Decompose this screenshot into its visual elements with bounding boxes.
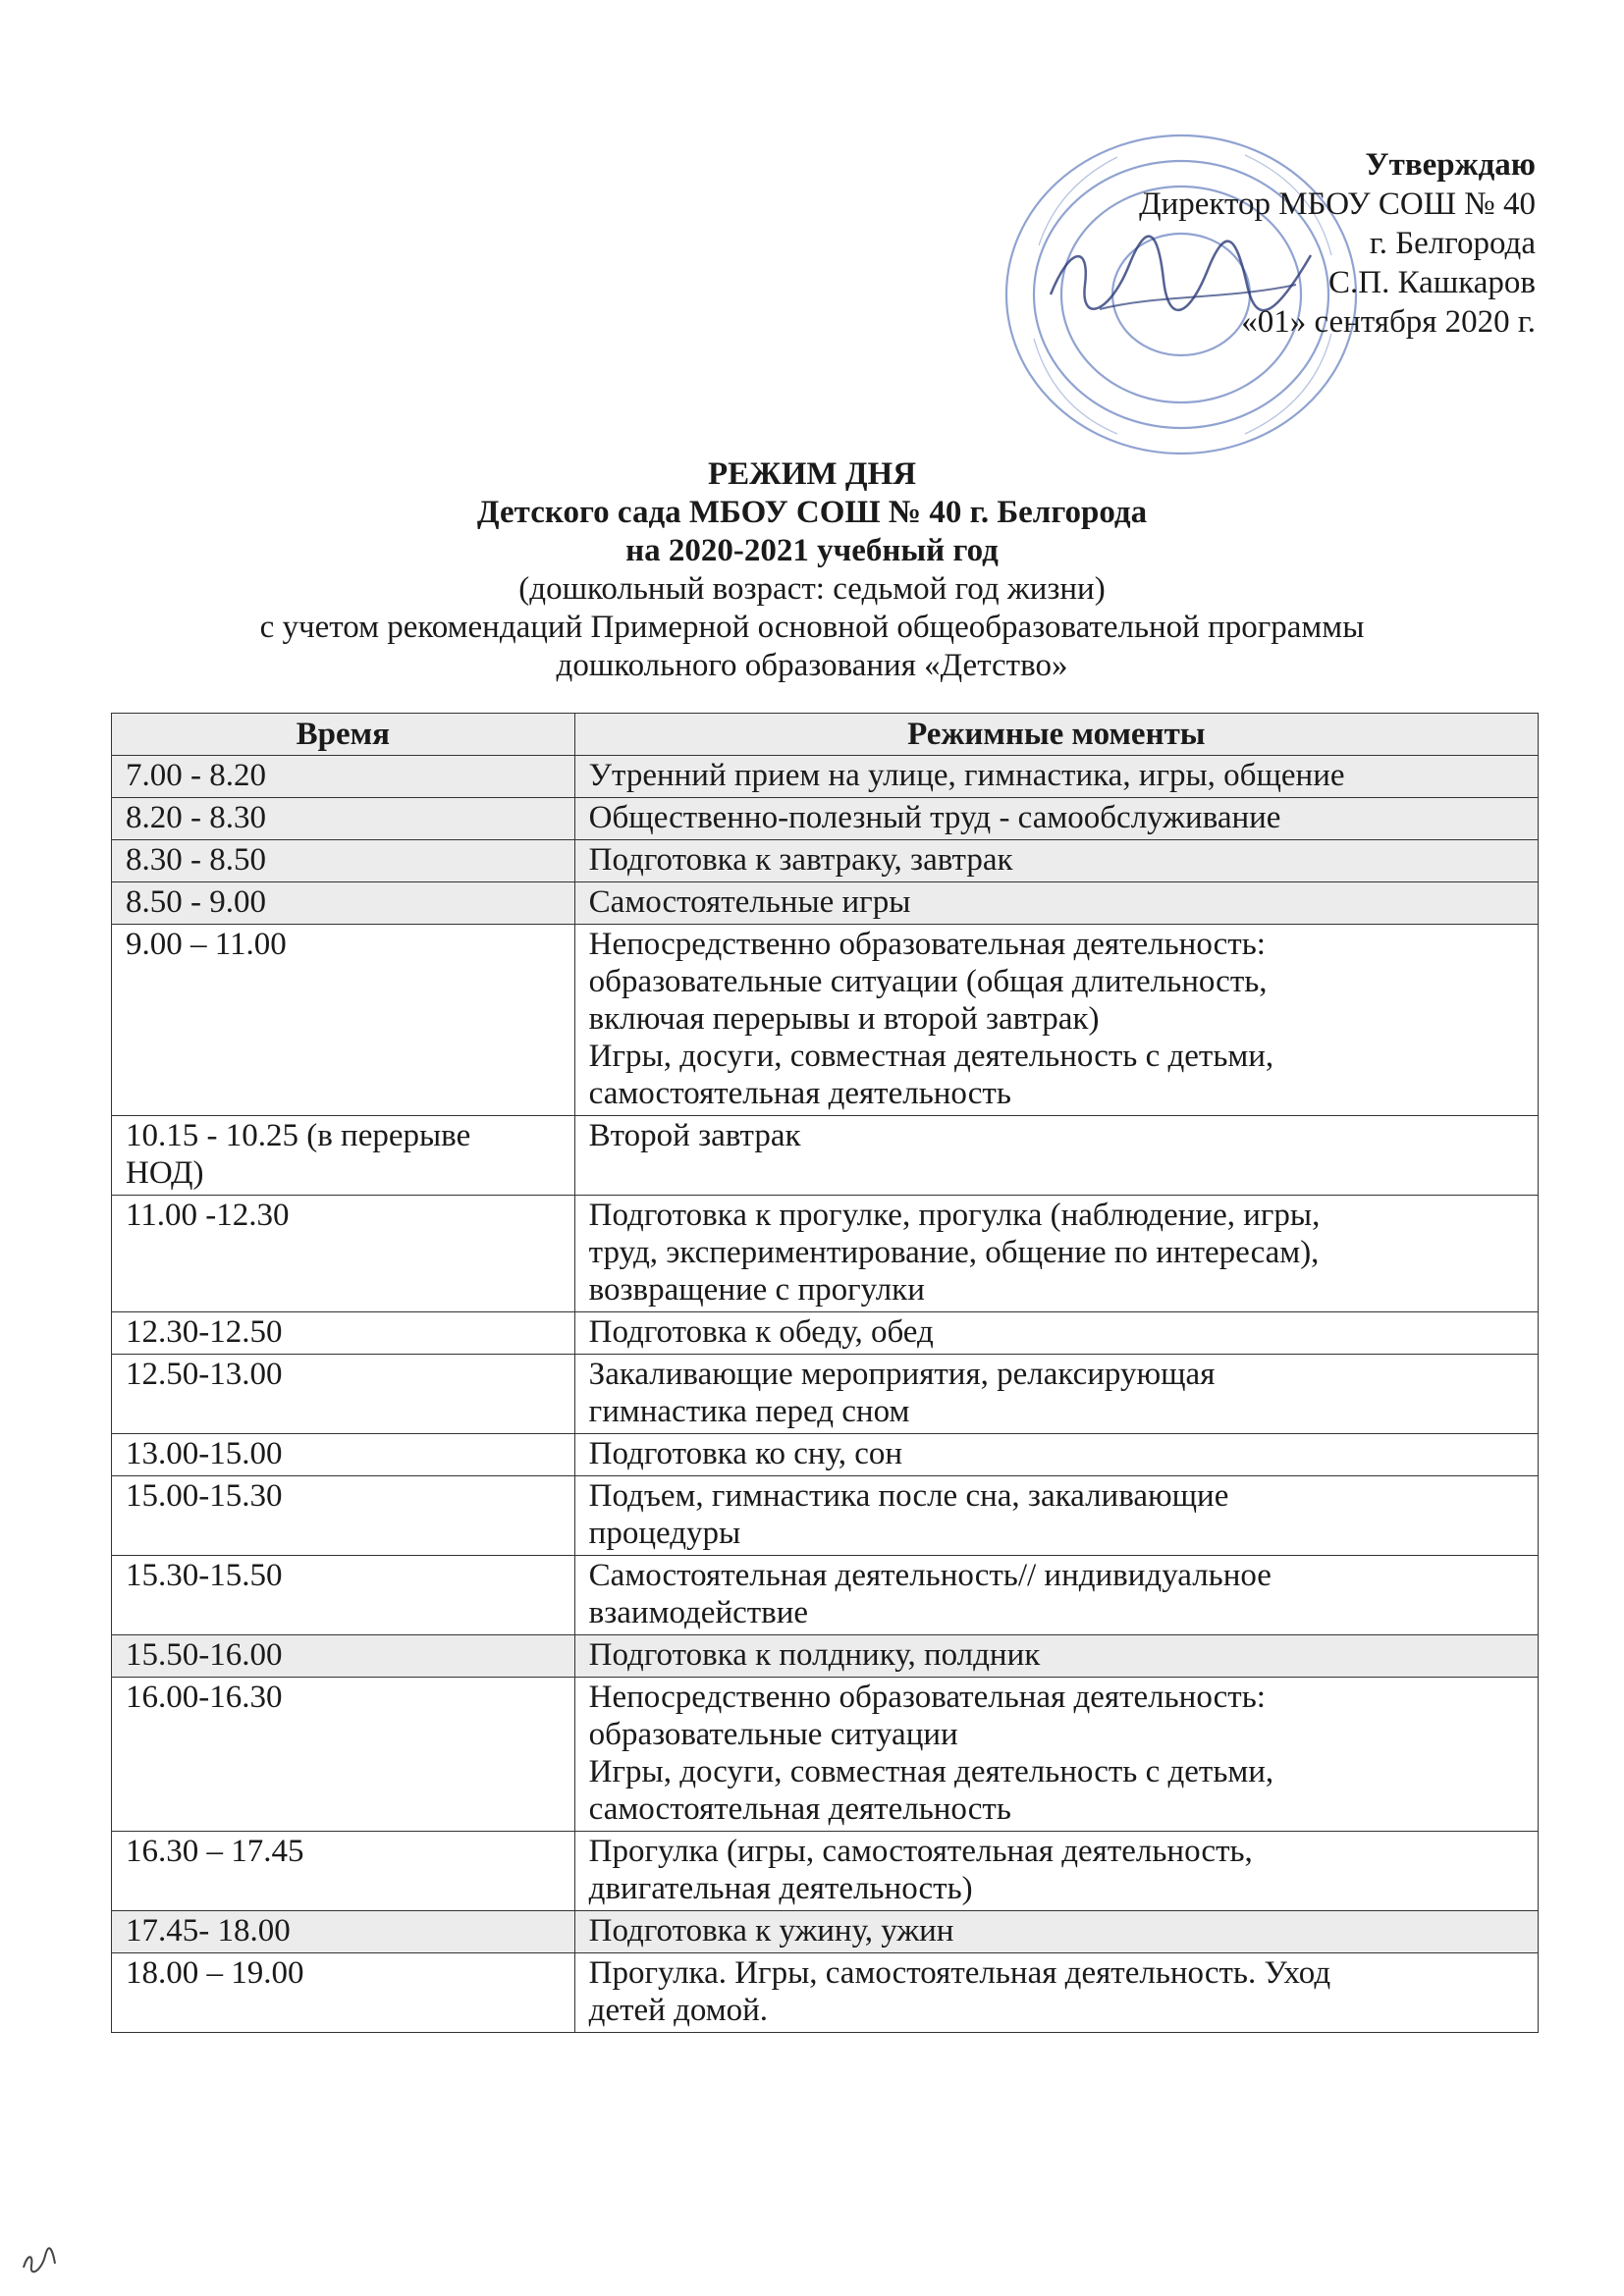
activity-text: самостоятельная деятельность bbox=[588, 1076, 1011, 1111]
time-text: 15.30-15.50 bbox=[126, 1558, 283, 1593]
activity-cell bbox=[574, 1556, 1538, 1635]
activity-cell bbox=[574, 1116, 1538, 1196]
document-year: на 2020-2021 учебный год bbox=[625, 533, 999, 568]
table-row bbox=[112, 882, 1539, 925]
document-heading bbox=[0, 455, 1624, 685]
time-cell bbox=[112, 1476, 575, 1556]
time-text: 12.50-13.00 bbox=[126, 1357, 283, 1392]
approval-name: С.П. Кашкаров bbox=[1328, 265, 1536, 300]
time-text: 8.20 - 8.30 bbox=[126, 800, 266, 835]
document-program-note: с учетом рекомендаций Примерной основной общеобразовательной программы bbox=[259, 610, 1365, 645]
activity-text: Непосредственно образовательная деятельность: bbox=[588, 927, 1266, 962]
activity-cell bbox=[574, 756, 1538, 798]
header-activity: Режимные моменты bbox=[574, 714, 1538, 756]
time-text: 16.00-16.30 bbox=[126, 1680, 283, 1715]
time-cell bbox=[112, 1355, 575, 1434]
time-cell bbox=[112, 1635, 575, 1678]
activity-text: Самостоятельная деятельность// индивидуальное bbox=[588, 1558, 1272, 1593]
activity-text: Второй завтрак bbox=[588, 1118, 801, 1153]
activity-cell bbox=[574, 1196, 1538, 1312]
activity-text: образовательные ситуации bbox=[588, 1717, 958, 1752]
activity-cell bbox=[574, 798, 1538, 840]
time-text: 11.00 -12.30 bbox=[126, 1198, 290, 1233]
time-text: 12.30-12.50 bbox=[126, 1314, 283, 1350]
time-cell bbox=[112, 1196, 575, 1312]
time-cell bbox=[112, 1832, 575, 1911]
time-cell bbox=[112, 798, 575, 840]
schedule-table bbox=[111, 713, 1539, 2033]
table-row bbox=[112, 1911, 1539, 1953]
table-row bbox=[112, 1196, 1539, 1312]
activity-text: Игры, досуги, совместная деятельность с детьми, bbox=[588, 1039, 1274, 1074]
table-row bbox=[112, 1116, 1539, 1196]
activity-text: Самостоятельные игры bbox=[588, 884, 911, 920]
time-text: 10.15 - 10.25 (в перерыве bbox=[126, 1118, 471, 1153]
activity-cell bbox=[574, 1355, 1538, 1434]
activity-text: Подготовка к обеду, обед bbox=[588, 1314, 934, 1350]
time-text: 8.50 - 9.00 bbox=[126, 884, 266, 920]
time-cell bbox=[112, 840, 575, 882]
approval-block bbox=[1139, 145, 1536, 342]
document-program-name: дошкольного образования «Детство» bbox=[556, 648, 1068, 683]
document-subtitle: Детского сада МБОУ СОШ № 40 г. Белгорода bbox=[476, 495, 1148, 530]
time-cell bbox=[112, 1312, 575, 1355]
activity-text: Общественно-полезный труд - самообслуживание bbox=[588, 800, 1281, 835]
document-title: РЕЖИМ ДНЯ bbox=[707, 456, 917, 492]
time-cell bbox=[112, 1434, 575, 1476]
activity-text: возвращение с прогулки bbox=[588, 1272, 925, 1308]
activity-text: Подготовка к ужину, ужин bbox=[588, 1913, 954, 1949]
table-row bbox=[112, 840, 1539, 882]
activity-cell bbox=[574, 1476, 1538, 1556]
time-text: 18.00 – 19.00 bbox=[126, 1955, 304, 1991]
time-cell bbox=[112, 1556, 575, 1635]
activity-text: образовательные ситуации (общая длительность, bbox=[588, 964, 1268, 999]
activity-text: Подготовка к завтраку, завтрак bbox=[588, 842, 1013, 878]
activity-text: Непосредственно образовательная деятельность: bbox=[588, 1680, 1266, 1715]
time-cell bbox=[112, 756, 575, 798]
activity-text: труд, экспериментирование, общение по интересам), bbox=[588, 1235, 1320, 1270]
table-row bbox=[112, 1832, 1539, 1911]
corner-mark-icon bbox=[20, 2246, 59, 2275]
activity-cell bbox=[574, 1635, 1538, 1678]
time-text: 16.30 – 17.45 bbox=[126, 1834, 304, 1869]
time-cell bbox=[112, 1953, 575, 2033]
activity-text: процедуры bbox=[588, 1516, 741, 1551]
table-row bbox=[112, 1953, 1539, 2033]
table-row bbox=[112, 1476, 1539, 1556]
activity-cell bbox=[574, 1953, 1538, 2033]
time-text: 13.00-15.00 bbox=[126, 1436, 283, 1471]
table-row bbox=[112, 798, 1539, 840]
time-cell bbox=[112, 1678, 575, 1832]
table-header-row bbox=[112, 714, 1539, 756]
activity-text: двигательная деятельность) bbox=[588, 1871, 973, 1906]
activity-text: включая перерывы и второй завтрак) bbox=[588, 1001, 1100, 1037]
table-row bbox=[112, 756, 1539, 798]
activity-cell bbox=[574, 1832, 1538, 1911]
time-cell bbox=[112, 882, 575, 925]
activity-text: детей домой. bbox=[588, 1993, 769, 2028]
time-text: 15.00-15.30 bbox=[126, 1478, 283, 1514]
table-row bbox=[112, 1434, 1539, 1476]
approval-city: г. Белгорода bbox=[1369, 226, 1536, 261]
activity-cell bbox=[574, 1678, 1538, 1832]
table-row bbox=[112, 1355, 1539, 1434]
activity-cell bbox=[574, 925, 1538, 1116]
table-row bbox=[112, 925, 1539, 1116]
time-text: 17.45- 18.00 bbox=[126, 1913, 291, 1949]
approval-position: Директор МБОУ СОШ № 40 bbox=[1139, 187, 1536, 222]
activity-text: Утренний прием на улице, гимнастика, игры, общение bbox=[588, 758, 1345, 793]
activity-text: Прогулка. Игры, самостоятельная деятельность. Уход bbox=[588, 1955, 1331, 1991]
activity-cell bbox=[574, 882, 1538, 925]
time-cell bbox=[112, 1911, 575, 1953]
table-row bbox=[112, 1678, 1539, 1832]
activity-cell bbox=[574, 1312, 1538, 1355]
table-row bbox=[112, 1556, 1539, 1635]
activity-cell bbox=[574, 840, 1538, 882]
approval-title: Утверждаю bbox=[1365, 147, 1536, 183]
activity-text: самостоятельная деятельность bbox=[588, 1791, 1011, 1827]
time-text: 7.00 - 8.20 bbox=[126, 758, 266, 793]
activity-text: Закаливающие мероприятия, релаксирующая bbox=[588, 1357, 1216, 1392]
activity-cell bbox=[574, 1911, 1538, 1953]
activity-cell bbox=[574, 1434, 1538, 1476]
time-text: 8.30 - 8.50 bbox=[126, 842, 266, 878]
activity-text: гимнастика перед сном bbox=[588, 1394, 910, 1429]
schedule-body bbox=[112, 756, 1539, 2033]
time-text: 15.50-16.00 bbox=[126, 1637, 283, 1673]
header-time: Время bbox=[112, 714, 575, 756]
time-text: НОД) bbox=[126, 1155, 204, 1191]
approval-date: «01» сентября 2020 г. bbox=[1241, 304, 1536, 340]
time-cell bbox=[112, 1116, 575, 1196]
document-age-note: (дошкольный возраст: седьмой год жизни) bbox=[518, 571, 1106, 607]
activity-text: Подготовка ко сну, сон bbox=[588, 1436, 903, 1471]
time-text: 9.00 – 11.00 bbox=[126, 927, 287, 962]
time-cell bbox=[112, 925, 575, 1116]
table-row bbox=[112, 1312, 1539, 1355]
activity-text: взаимодействие bbox=[588, 1595, 809, 1630]
activity-text: Подготовка к прогулке, прогулка (наблюдение, игры, bbox=[588, 1198, 1321, 1233]
activity-text: Игры, досуги, совместная деятельность с детьми, bbox=[588, 1754, 1274, 1789]
activity-text: Подготовка к полднику, полдник bbox=[588, 1637, 1041, 1673]
table-row bbox=[112, 1635, 1539, 1678]
activity-text: Прогулка (игры, самостоятельная деятельность, bbox=[588, 1834, 1253, 1869]
activity-text: Подъем, гимнастика после сна, закаливающие bbox=[588, 1478, 1229, 1514]
